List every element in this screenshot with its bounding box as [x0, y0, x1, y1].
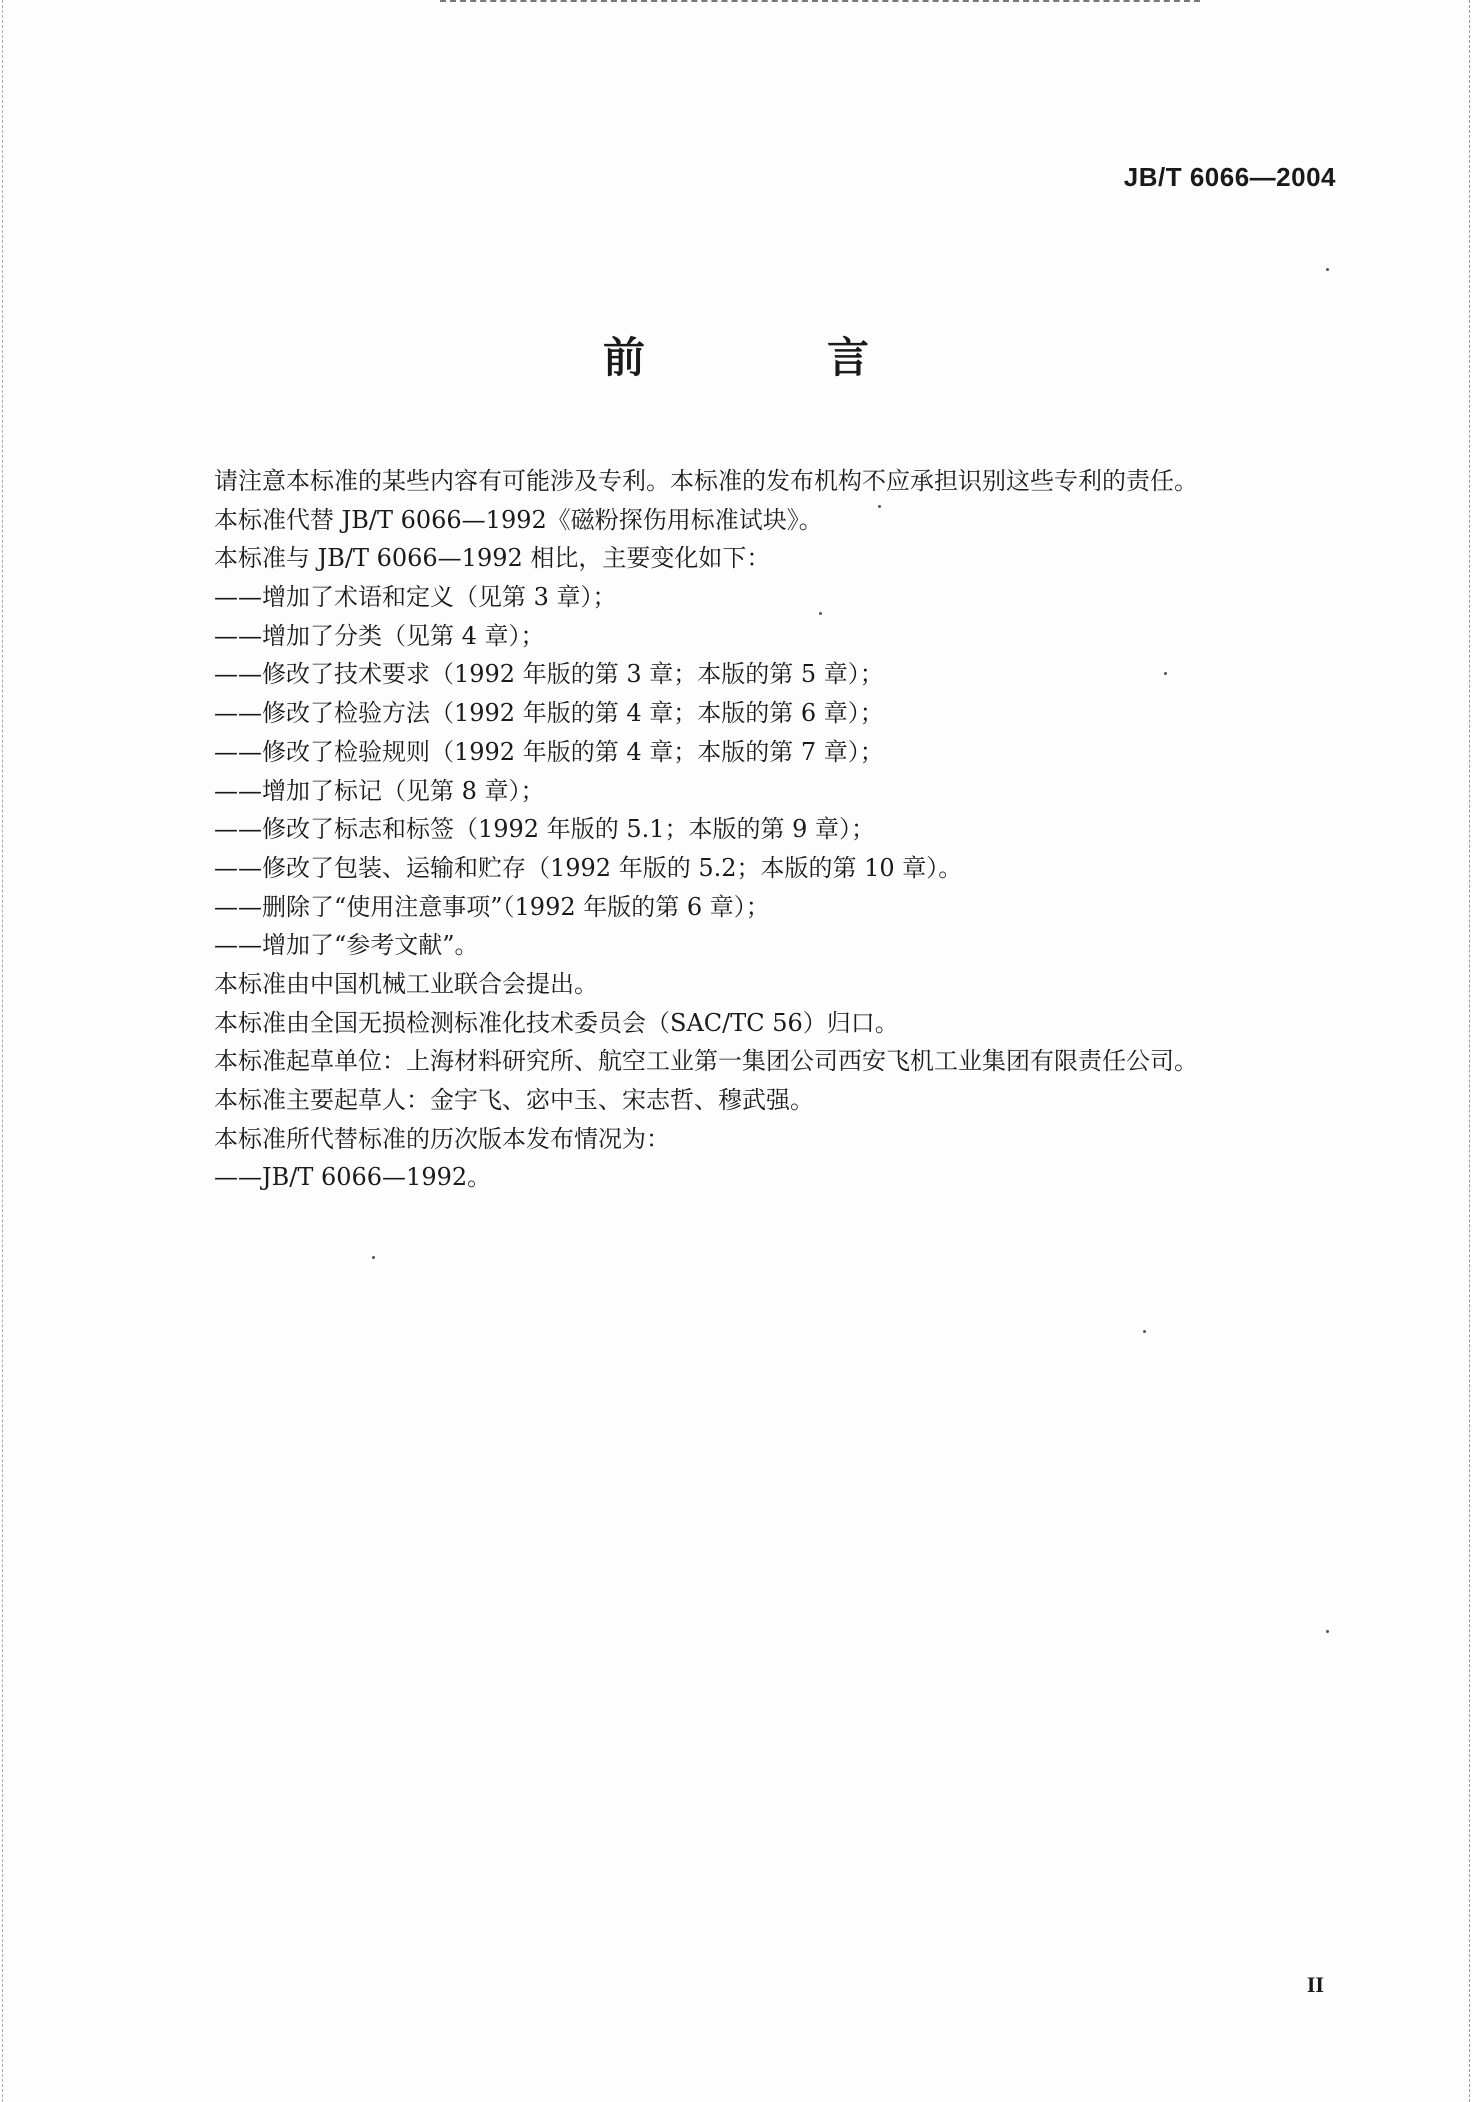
paragraph: 本标准与 JB/T 6066—1992 相比，主要变化如下： — [214, 544, 771, 573]
page-number: II — [1306, 1972, 1324, 1997]
document-code: JB/T 6066—2004 — [1123, 162, 1336, 192]
change-item: ——修改了包装、运输和贮存（1992 年版的 5.2；本版的第 10 章）。 — [214, 853, 963, 882]
paragraph: 本标准所代替标准的历次版本发布情况为： — [214, 1124, 670, 1153]
change-item: ——增加了术语和定义（见第 3 章）； — [214, 583, 617, 612]
scan-speck — [1326, 1630, 1329, 1633]
change-item: ——增加了标记（见第 8 章）； — [214, 776, 545, 805]
change-item: ——修改了标志和标签（1992 年版的 5.1；本版的第 9 章）； — [214, 815, 876, 844]
change-item: ——修改了检验方法（1992 年版的第 4 章；本版的第 6 章）； — [214, 699, 884, 728]
scan-speck — [819, 612, 822, 615]
foreword-body — [214, 462, 1314, 1197]
scan-left-edge — [2, 0, 3, 2102]
paragraph: 本标准起草单位：上海材料研究所、航空工业第一集团公司西安飞机工业集团有限责任公司。 — [214, 1047, 1198, 1076]
change-item: ——修改了技术要求（1992 年版的第 3 章；本版的第 5 章）； — [214, 660, 884, 689]
paragraph: 本标准主要起草人：金宇飞、宓中玉、宋志哲、穆武强。 — [214, 1086, 814, 1114]
scan-top-edge — [440, 0, 1200, 6]
paragraph: 请注意本标准的某些内容有可能涉及专利。本标准的发布机构不应承担识别这些专利的责任。 — [214, 467, 1198, 495]
scan-speck — [1164, 672, 1167, 675]
history-item: ——JB/T 6066—1992。 — [214, 1163, 492, 1192]
scan-speck — [1143, 1330, 1146, 1333]
page-title: 前 言 — [602, 333, 939, 382]
change-item: ——增加了分类（见第 4 章）； — [214, 621, 545, 650]
change-item: ——增加了“参考文献”。 — [214, 931, 479, 960]
paragraph: 本标准由全国无损检测标准化技术委员会（SAC/TC 56）归口。 — [214, 1008, 899, 1037]
scan-speck — [372, 1256, 375, 1259]
scan-speck — [1326, 268, 1329, 271]
change-item: ——删除了“使用注意事项”（1992 年版的第 6 章）； — [214, 892, 770, 921]
paragraph: 本标准代替 JB/T 6066—1992《磁粉探伤用标准试块》。 — [214, 505, 823, 534]
scan-speck — [878, 505, 881, 508]
scan-right-edge — [1469, 0, 1470, 2102]
paragraph: 本标准由中国机械工业联合会提出。 — [214, 969, 598, 998]
change-item: ——修改了检验规则（1992 年版的第 4 章；本版的第 7 章）； — [214, 737, 884, 766]
